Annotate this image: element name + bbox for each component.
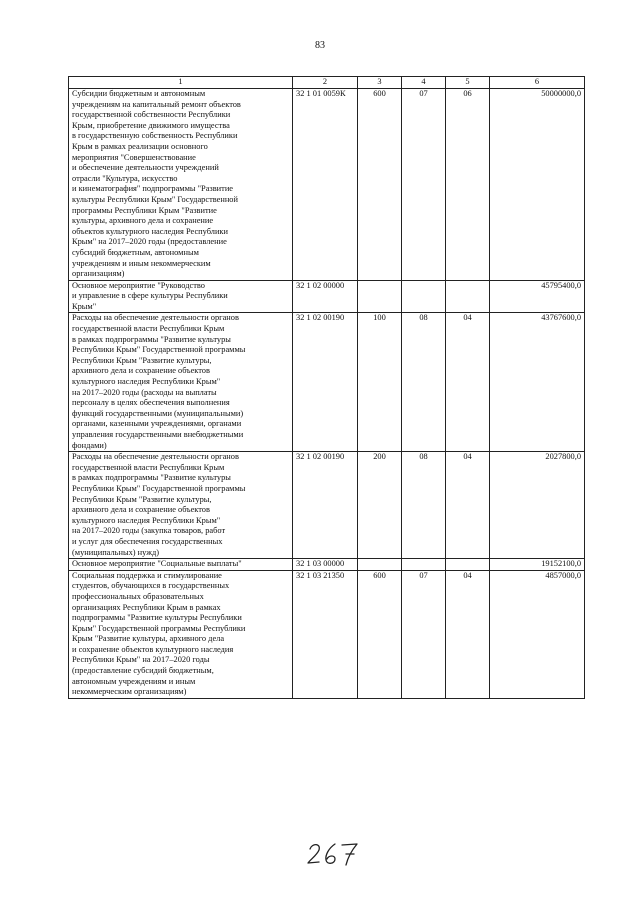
amount: 19152100,0: [490, 559, 585, 571]
target-article-code: 32 1 03 21350: [293, 570, 358, 698]
expenditure-name: Основное мероприятие "Социальные выплаты": [69, 559, 293, 571]
target-article-code: 32 1 03 00000: [293, 559, 358, 571]
column-header-5: 5: [446, 77, 490, 89]
amount: 2027800,0: [490, 452, 585, 559]
column-header-6: 6: [490, 77, 585, 89]
table-row: [69, 89, 585, 281]
column-header-1: 1: [69, 77, 293, 89]
target-article-code: 32 1 02 00190: [293, 313, 358, 452]
amount: 43767600,0: [490, 313, 585, 452]
subsection-code: 04: [446, 313, 490, 452]
expense-type-code: 600: [358, 89, 402, 281]
subsection-code: [446, 280, 490, 313]
column-header-3: 3: [358, 77, 402, 89]
expenditure-name: Расходы на обеспечение деятельности органов государственной власти Республики Крым в рамках подпрограммы "Развитие культуры Республики Крым" Государственной программы Республики Крым "Развитие культуры, архивного дела и сохранение объектов культурного наследия Республики Крым" на 2017–2020 годы (расходы на выплаты персоналу в целях обеспечения выполнения функций государственными (муниципальными) органами, казенными учреждениями, органами управления государственными внебюджетными фондами): [69, 313, 293, 452]
expense-type-code: 600: [358, 570, 402, 698]
amount: 45795400,0: [490, 280, 585, 313]
expenditure-name: Социальная поддержка и стимулирование студентов, обучающихся в государственных профессиональных образовательных организациях Республики Крым в рамках подпрограммы "Развитие культуры Республики Крым" Государственной программы Республики Крым "Развитие культуры, архивного дела и сохранение объектов культурного наследия Республики Крым" на 2017–2020 годы (предоставление субсидий бюджетным, автономным учреждениям и иным некоммерческим организациям): [69, 570, 293, 698]
subsection-code: 04: [446, 452, 490, 559]
expense-type-code: [358, 280, 402, 313]
expense-type-code: 200: [358, 452, 402, 559]
target-article-code: 32 1 02 00000: [293, 280, 358, 313]
section-code: 08: [402, 452, 446, 559]
column-header-4: 4: [402, 77, 446, 89]
handwritten-page-number: [304, 838, 364, 868]
table-row: [69, 313, 585, 452]
table-row: [69, 452, 585, 559]
table-row: [69, 280, 585, 313]
expenditure-name: Расходы на обеспечение деятельности органов государственной власти Республики Крым в рамках подпрограммы "Развитие культуры Республики Крым" Государственной программы Республики Крым "Развитие культуры, архивного дела и сохранение объектов культурного наследия Республики Крым" на 2017–2020 годы (закупка товаров, работ и услуг для обеспечения государственных (муниципальных) нужд): [69, 452, 293, 559]
subsection-code: [446, 559, 490, 571]
table-row: [69, 559, 585, 571]
page-number: 83: [315, 40, 325, 51]
column-header-2: 2: [293, 77, 358, 89]
expenditure-name: Субсидии бюджетным и автономным учреждениям на капитальный ремонт объектов государственной собственности Республики Крым, приобретение движимого имущества в государственную собственность Республики Крым в рамках реализации основного мероприятия "Совершенствование и обеспечение деятельности учреждений отрасли "Культура, искусство и кинематография" подпрограммы "Развитие культуры Республики Крым" Государственной программы Республики Крым "Развитие культуры, архивного дела и сохранение объектов культурного наследия Республики Крым" на 2017–2020 годы (предоставление субсидий бюджетным, автономным учреждениям и иным некоммерческим организациям): [69, 89, 293, 281]
table-row: [69, 570, 585, 698]
section-code: 07: [402, 570, 446, 698]
amount: 4857000,0: [490, 570, 585, 698]
expense-type-code: [358, 559, 402, 571]
subsection-code: 04: [446, 570, 490, 698]
expenditure-name: Основное мероприятие "Руководство и управление в сфере культуры Республики Крым": [69, 280, 293, 313]
section-code: 08: [402, 313, 446, 452]
section-code: 07: [402, 89, 446, 281]
expense-type-code: 100: [358, 313, 402, 452]
target-article-code: 32 1 02 00190: [293, 452, 358, 559]
section-code: [402, 559, 446, 571]
subsection-code: 06: [446, 89, 490, 281]
budget-table: [68, 76, 585, 699]
table-header-row: [69, 77, 585, 89]
target-article-code: 32 1 01 0059К: [293, 89, 358, 281]
amount: 50000000,0: [490, 89, 585, 281]
section-code: [402, 280, 446, 313]
